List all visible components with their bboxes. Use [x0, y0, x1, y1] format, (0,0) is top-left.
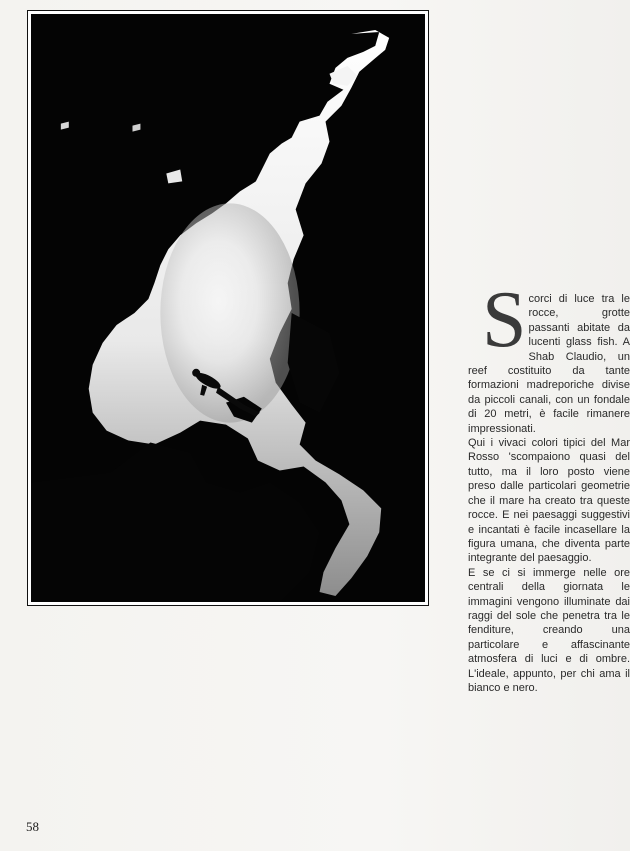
page-number: 58: [26, 819, 39, 834]
article-text: [468, 276, 630, 695]
photo-frame: [27, 10, 429, 606]
article-paragraph-2: Qui i vivaci colori tipici del Mar Rosso 'scompaiono quasi del tutto, ma il loro posto viene preso dalle particolari geometrie che il mare ha creato tra queste rocce. E nei paesaggi suggestivi e incantati è facile incasellare la figura umana, che diventa parte integrante del paesaggio.: [468, 437, 630, 565]
article-paragraph-1: corci di luce tra le rocce, grotte passanti abitate da lucenti glass fish. A Shab Claudio, un reef costituito da tante formazioni madreporiche divise da piccoli canali, con un fondale di 20 metri, è facile rimanere impressionati.: [468, 293, 630, 435]
cave-opening-graphic: [31, 14, 425, 602]
article-paragraph-3: E se ci si immerge nelle ore centrali della giornata le immagini vengono illuminate dai raggi del sole che penetra tra le fenditure, creando una particolare e affascinante atmosfera di luci e di ombre. L'ideale, appunto, per chi ama il bianco e nero.: [468, 566, 630, 694]
drop-cap: S: [482, 276, 527, 364]
underwater-cave-photo: [31, 14, 425, 602]
